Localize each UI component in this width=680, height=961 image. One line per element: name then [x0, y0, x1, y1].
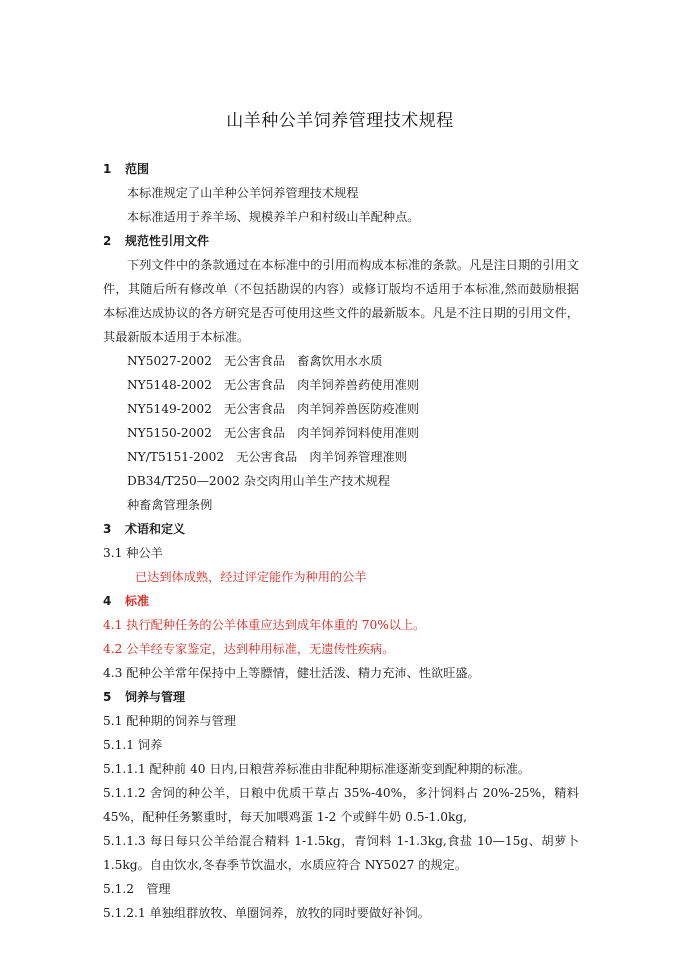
standard-item-4-1: 4.1 执行配种任务的公羊体重应达到成年体重的 70%以上。	[103, 618, 426, 632]
reference-item: NY/T5151-2002 无公害食品 肉羊饲养管理准则	[127, 450, 407, 464]
section-5-number: 5	[103, 690, 112, 704]
reference-item: NY5150-2002 无公害食品 肉羊饲养饲料使用准则	[127, 426, 420, 440]
section-3-number: 3	[103, 522, 112, 536]
subsection-5-1-2: 5.1.2 管理	[103, 882, 171, 896]
section-2-paragraph: 下列文件中的条款通过在本标准中的引用而构成本标准的条款。凡是注日期的引用文件，其随后所有修改单（不包括勘误的内容）或修订版均不适用于本标准,然而鼓励根据本标准达成协议的各方研究是否可使用这些文件的最新版本。凡是不注日期的引用文件，其最新版本适用于本标准。	[103, 258, 579, 344]
section-4-heading	[103, 593, 149, 609]
clause-5-1-1-3: 5.1.1.3 每日每只公羊给混合精料 1-1.5kg，青饲料 1-1.3kg,食盐 10—15g、胡萝卜 1.5kg。自由饮水,冬春季节饮温水，水质应符合 NY5027 的规定。	[103, 834, 579, 872]
reference-item: NY5149-2002 无公害食品 肉羊饲养兽医防疫准则	[127, 402, 420, 416]
section-4-title: 标准	[125, 594, 150, 608]
section-4-number: 4	[103, 594, 112, 608]
term-definition: 已达到体成熟，经过评定能作为种用的公羊	[135, 570, 367, 584]
section-1-number: 1	[103, 162, 112, 176]
section-2-number: 2	[103, 234, 112, 248]
subsection-5-1-1: 5.1.1 饲养	[103, 738, 163, 752]
section-5-heading	[103, 689, 185, 705]
subsection-5-1: 5.1 配种期的饲养与管理	[103, 714, 236, 728]
section-1-line-2: 本标准适用于养羊场、规模养羊户和村级山羊配种点。	[127, 210, 420, 224]
section-2-title: 规范性引用文件	[125, 234, 210, 248]
section-1-heading	[103, 161, 149, 177]
section-3-title: 术语和定义	[125, 522, 186, 536]
section-3-heading	[103, 521, 185, 537]
clause-5-1-1-2: 5.1.1.2 舍饲的种公羊，日粮中优质干草占 35%-40%，多汁饲料占 20%-25%，精料 45%，配种任务繁重时，每天加喂鸡蛋 1-2 个或鲜牛奶 0.5-1.0kg,	[103, 786, 579, 824]
section-5-title: 饲养与管理	[125, 690, 186, 704]
section-1-title: 范围	[125, 162, 150, 176]
section-1-line-1: 本标准规定了山羊种公羊饲养管理技术规程	[127, 186, 359, 200]
standard-item-4-2: 4.2 公羊经专家鉴定，达到种用标准，无遗传性疾病。	[103, 642, 395, 656]
reference-item: 种畜禽管理条例	[127, 498, 213, 512]
clause-5-1-1-1: 5.1.1.1 配种前 40 日内,日粮营养标准由非配种期标准逐渐变到配种期的标准。	[103, 762, 531, 776]
reference-item: NY5027-2002 无公害食品 畜禽饮用水水质	[127, 354, 383, 368]
reference-item: NY5148-2002 无公害食品 肉羊饲养兽药使用准则	[127, 378, 420, 392]
page-title: 山羊种公羊饲养管理技术规程	[226, 111, 454, 131]
clause-5-1-2-1: 5.1.2.1 单独组群放牧、单圈饲养，放牧的同时要做好补饲。	[103, 906, 430, 920]
section-2-heading	[103, 233, 209, 249]
term-label: 3.1 种公羊	[103, 546, 163, 560]
standard-item-4-3: 4.3 配种公羊常年保持中上等膘情，健壮活泼、精力充沛、性欲旺盛。	[103, 666, 480, 680]
reference-item: DB34/T250—2002 杂交肉用山羊生产技术规程	[127, 474, 391, 488]
